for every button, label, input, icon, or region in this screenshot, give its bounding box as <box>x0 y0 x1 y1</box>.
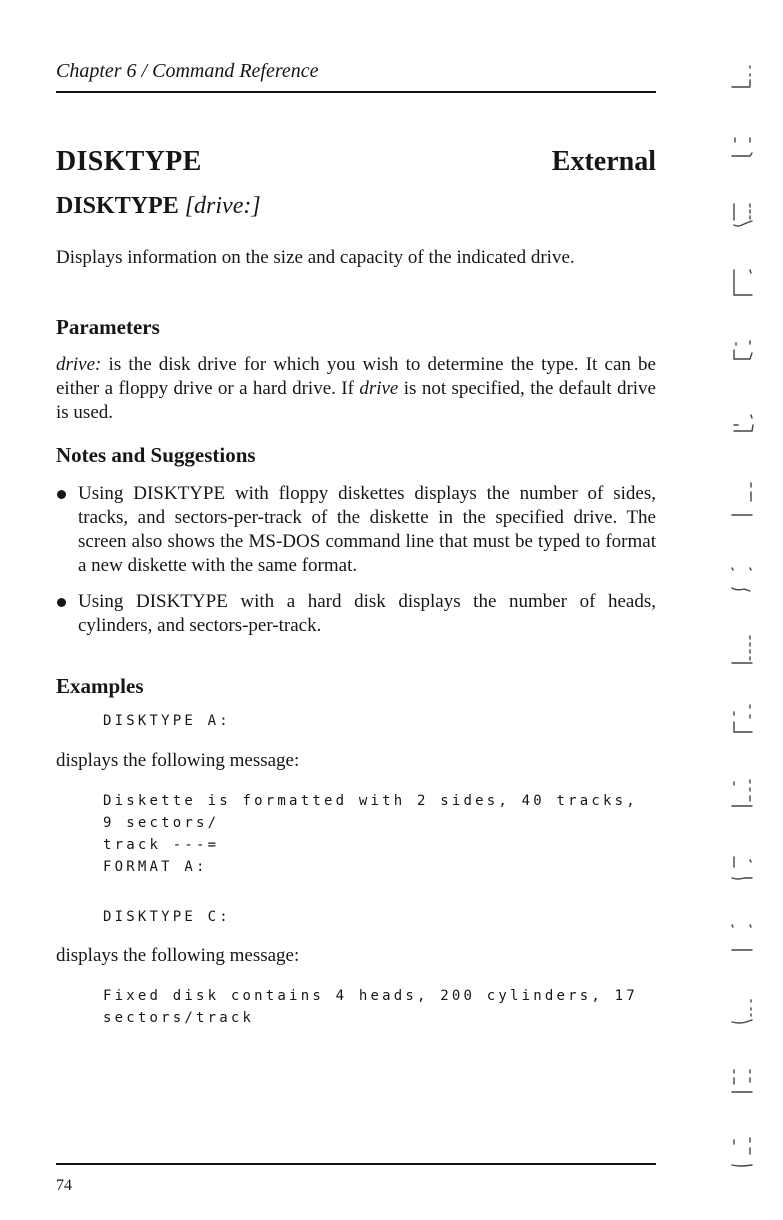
code-line: Fixed disk contains 4 heads, 200 cylinders, 17 <box>103 988 638 1004</box>
page-number: 74 <box>56 1177 72 1194</box>
command-description: Displays information on the size and capacity of the indicated drive. <box>56 247 575 268</box>
notes-list <box>56 482 656 638</box>
bullet-icon <box>57 598 66 607</box>
parameter-term: drive: <box>56 354 102 375</box>
parameter-text-2: is not specified, the default drive is used. <box>56 378 656 423</box>
parameter-text-1: is the disk drive for which you wish to determine the type. It can be either a floppy drive or a hard drive. If <box>56 354 656 399</box>
footer-rule <box>56 1163 656 1165</box>
parameter-term-2: drive <box>359 378 399 399</box>
example-message-2 <box>103 985 638 1029</box>
notes-heading: Notes and Suggestions <box>56 443 256 467</box>
syntax-argument: [drive:] <box>184 193 261 219</box>
note-text: Using DISKTYPE with floppy diskettes displays the number of sides, tracks, and sectors-per-track of the diskette in the specified drive. The screen also shows the MS-DOS command line that must be typed to format a new diskette with the same format. <box>78 483 656 576</box>
code-line: Diskette is formatted with 2 sides, 40 tracks, <box>103 793 638 809</box>
command-title: DISKTYPE <box>56 146 202 177</box>
code-line: track ---= <box>103 837 220 853</box>
syntax-command: DISKTYPE <box>56 193 179 219</box>
list-item <box>56 590 656 638</box>
examples-heading: Examples <box>56 674 144 698</box>
example-caption-2: displays the following message: <box>56 945 300 966</box>
header-rule <box>56 91 656 93</box>
bullet-icon <box>57 490 66 499</box>
code-line: FORMAT A: <box>103 859 208 875</box>
command-type: External <box>551 146 656 177</box>
running-head: Chapter 6 / Command Reference <box>56 60 319 82</box>
example-command-c: DISKTYPE C: <box>103 909 231 925</box>
example-command-a: DISKTYPE A: <box>103 713 231 729</box>
command-syntax <box>56 193 261 220</box>
code-line: sectors/track <box>103 1010 255 1026</box>
example-caption-1: displays the following message: <box>56 750 300 771</box>
example-message-1 <box>103 790 638 878</box>
binding-marks <box>722 60 762 1180</box>
parameters-text <box>56 353 656 425</box>
note-text: Using DISKTYPE with a hard disk displays the number of heads, cylinders, and sectors-per-track. <box>78 591 656 636</box>
code-line: 9 sectors/ <box>103 815 220 831</box>
list-item <box>56 482 656 578</box>
parameters-heading: Parameters <box>56 315 160 339</box>
